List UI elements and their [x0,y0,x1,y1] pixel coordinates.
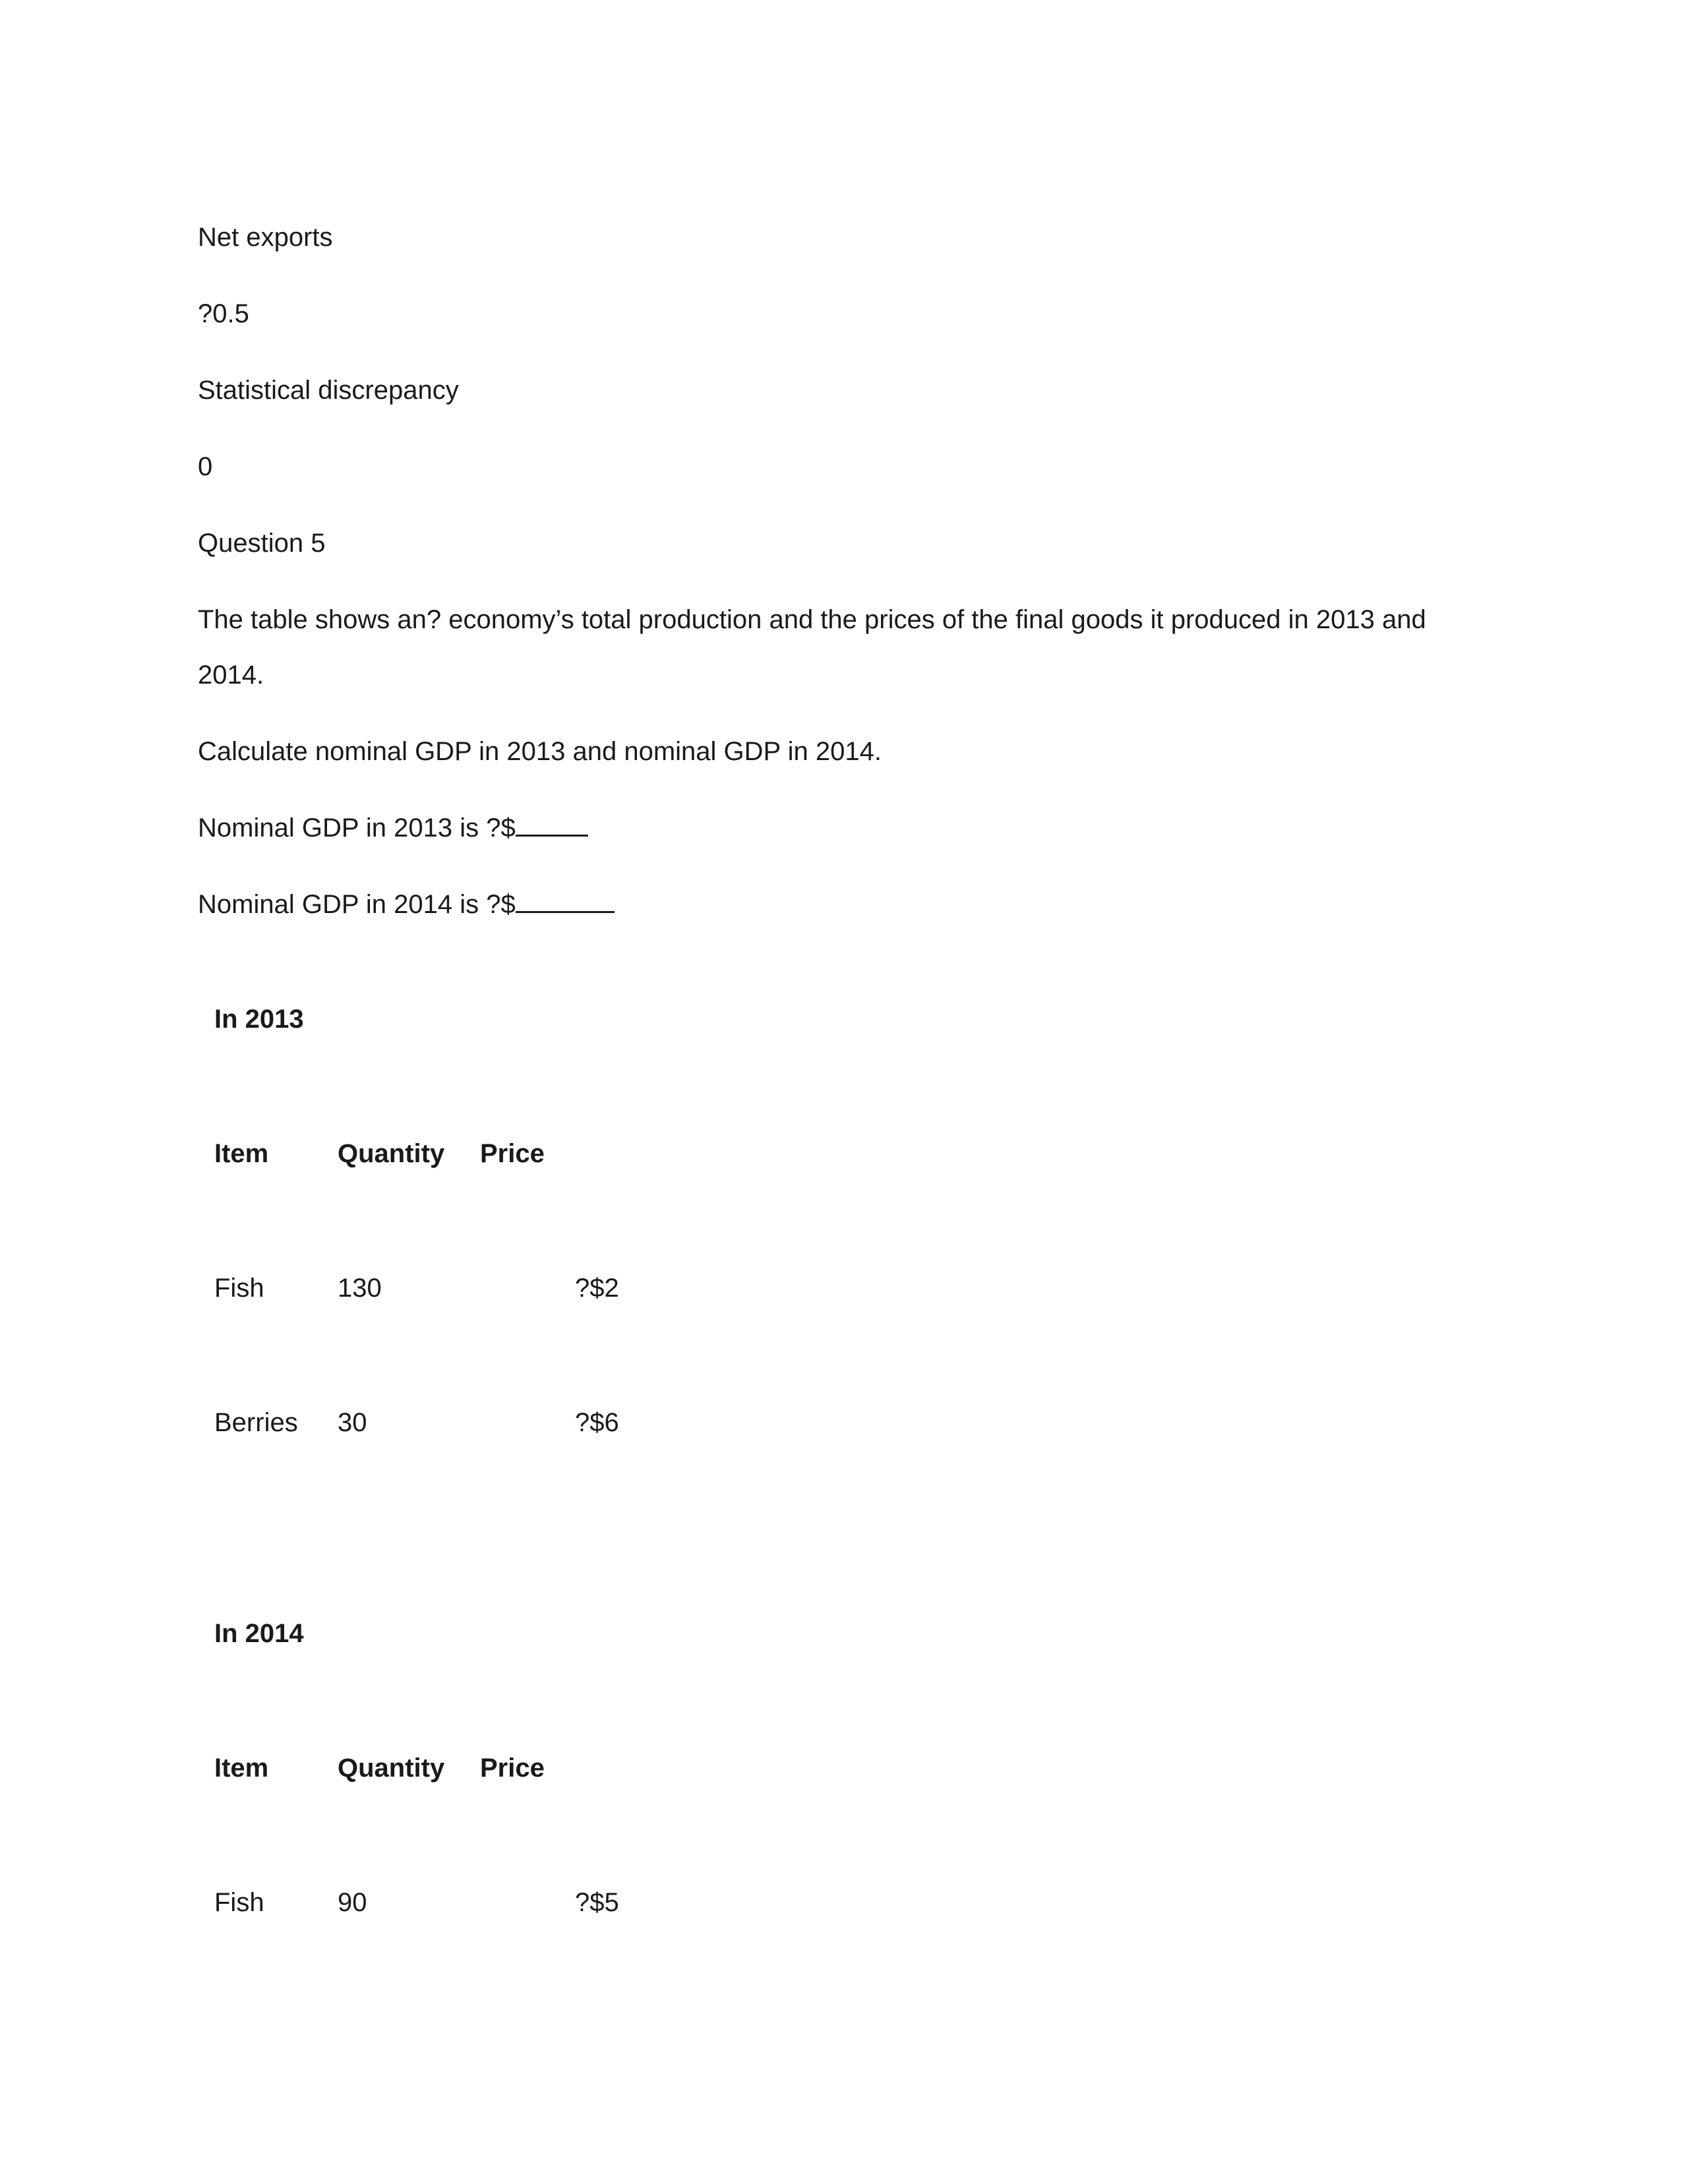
table-2013-col-price: Price [480,1139,545,1168]
table-2013-heading: In 2013 [214,1005,304,1034]
net-exports-label: Net exports [198,223,333,252]
table-2013-col-quantity: Quantity [338,1139,445,1168]
question-heading: Question 5 [198,529,326,558]
gdp-2014-prompt-text: Nominal GDP in 2014 is ?$ [198,890,516,919]
gdp-2014-prompt [198,877,615,932]
table-2014-col-price: Price [480,1754,545,1783]
table-2014-row-1-quantity: 90 [338,1888,367,1917]
statistical-discrepancy-label: Statistical discrepancy [198,376,459,405]
table-2014-col-quantity: Quantity [338,1754,445,1783]
table-2013-row-1-quantity: 130 [338,1274,382,1303]
table-2014-col-item: Item [214,1754,269,1783]
gdp-2013-prompt [198,800,588,856]
table-2014-row-1-price: ?$5 [575,1888,619,1917]
gdp-2014-answer-blank [516,889,615,913]
table-2013-col-item: Item [214,1139,269,1168]
table-2013-row-2-quantity: 30 [338,1408,367,1437]
statistical-discrepancy-value: 0 [198,452,213,481]
instruction-text: Calculate nominal GDP in 2013 and nominal GDP in 2014. [198,737,882,766]
table-2013-row-2-item: Berries [214,1408,298,1437]
question-text: The table shows an? economy’s total production and the prices of the final goods it produced in 2013 and 2014. [198,605,1426,690]
table-2014-row-1-item: Fish [214,1888,264,1917]
table-2013-row-1-price: ?$2 [575,1274,619,1303]
net-exports-value: ?0.5 [198,299,249,328]
table-2013-row-1-item: Fish [214,1274,264,1303]
table-2014-heading: In 2014 [214,1619,304,1648]
table-2013-row-2-price: ?$6 [575,1408,619,1437]
gdp-2013-answer-blank [516,812,588,837]
gdp-2013-prompt-text: Nominal GDP in 2013 is ?$ [198,813,516,842]
